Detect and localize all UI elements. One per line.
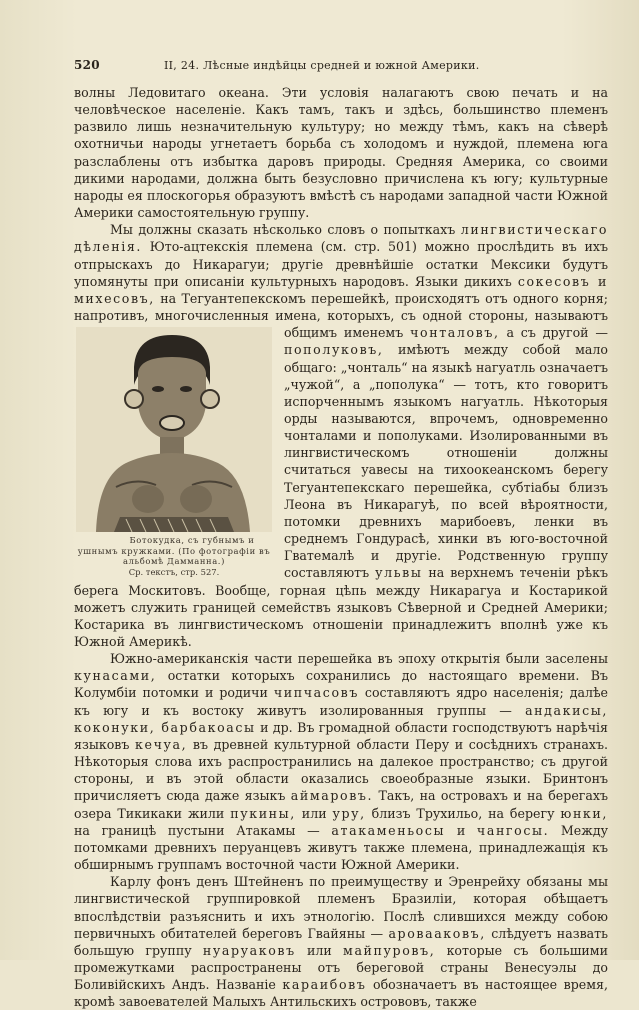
spaced-term: кунасами, (74, 668, 157, 684)
text-run: и др. Въ громадной области господствуютъ нарѣчія языковъ (74, 719, 609, 752)
text-run: остатки которыхъ сохранились до настоящаго времени. Въ Колумбіи потомки и родичи (74, 668, 608, 701)
paragraph-2 (74, 221, 608, 650)
text-run: имѣютъ между собой мало общаго: „чонталь“ на языкѣ нагуатль означаетъ „чужой“, а „пополука“ — тотъ, кто говоритъ испорченнымъ языкомъ нагуатль. Нѣкоторыя орды называются, впрочемъ, одновременно чонталами и пополуками. Изолированными въ лингвистическомъ отношеніи должны считаться уавесы на тихоокеанскомъ берегу Тегуантепекскаго перешейка, субтіабы близъ Леона въ Никарагуѣ, по всей вѣроятности, потомки древнихъ марибоевъ, ленки въ среднемъ Гондурасѣ, хинки въ юго-восточной Гватемалѣ и другіе. Родственную группу составляютъ (284, 342, 608, 581)
page-number: 520 (74, 58, 100, 72)
text-run: Мы должны сказать нѣсколько словъ о попыткахъ (110, 222, 461, 238)
figure-botocudo-woman (74, 327, 274, 577)
text-run: на Тегуантепекскомъ перешейкѣ, происходятъ отъ одного корня; напротивъ, многочисленныя имена, которыхъ, съ одной стороны, называютъ общимъ именемъ (74, 290, 608, 341)
spaced-term: чипчасовъ (273, 685, 359, 701)
text-run: Юто-ацтекскія племена (см. стр. 501) можно прослѣдить въ ихъ отпрыскахъ до Никарагуи; другіе древнѣйшіе остатки Мексики будутъ упомянуты при описаніи культурныхъ народовъ. Языки дикихъ (74, 239, 608, 289)
paragraph-1: волны Ледовитаго океана. Эти условія налагаютъ свою печать и на человѣческое населеніе. Какъ тамъ, такъ и здѣсь, большинство племенъ развило лишь незначительную культуру; но между тѣмъ, какъ на сѣверѣ охотничьи народы угнетаетъ борьба съ холодомъ и нуждой, племена юга разслаблены отъ избытка даровъ природы. Средняя Америка, со своими дикими народами, должна быть безусловно причислена къ югу; культурные народы ея плоскогорья образуютъ вмѣстѣ съ народами западной части Южной Америки самостоятельную группу. (74, 85, 608, 221)
caption-reference: Ср. текстъ, стр. 527. (128, 566, 220, 577)
spaced-term: юнки, (560, 805, 609, 821)
text-run: слѣдуетъ назвать большую группу (74, 925, 608, 958)
spaced-term: нуаруаковъ (202, 942, 296, 958)
text-run: или (295, 942, 344, 958)
text-run: и (445, 822, 477, 838)
spaced-term: уру, (332, 805, 366, 821)
text-run: близъ Трухильо, на берегу (365, 805, 561, 821)
spaced-term: сокесовъ и михесовъ, (74, 273, 608, 306)
spaced-term: аровааковъ, (388, 925, 486, 941)
text-run: въ древней культурной области Перу и сосѣднихъ странахъ. Нѣкоторыя слова ихъ распространились на далекое пространство; съ другой стороны, и въ этой области оказались своеобразные языки. Бринтонъ причисляетъ сюда даже языкъ (74, 736, 608, 804)
spaced-term: ульвы (375, 565, 423, 581)
spaced-term: лингвистическаго дѣленія. (74, 222, 608, 255)
engraving-illustration (76, 327, 272, 532)
spaced-term: чангосы. (476, 822, 550, 838)
text-run: которые съ большими промежутками распространены отъ береговой страны Венесуэлы до Боливійскихъ Андъ. Названіе (74, 942, 608, 993)
spaced-term: аймаровъ. (290, 788, 374, 804)
text-run: на верхнемъ теченіи рѣкъ берега Москитовъ. Вообще, горная цѣпь между Никарагуа и Костарикой можетъ служить границей семействъ языковъ Сѣверной и Средней Америки; Костарика въ лингвистическомъ отношеніи принадлежитъ вполнѣ уже къ Южной Америкѣ. (74, 565, 608, 649)
text-run: составляютъ ядро населенія; далѣе къ югу и къ востоку живутъ изолированныя группы — (74, 685, 609, 718)
text-run: а съ другой — (499, 325, 608, 341)
paragraph-3 (74, 650, 608, 873)
text-run: обозначаетъ въ настоящее время, кромѣ завоевателей Малыхъ Антильскихъ острововъ, также (74, 977, 608, 1010)
spaced-term: пукины, (230, 805, 296, 821)
text-run: Карлу фонъ денъ Штейненъ по преимуществу и Эренрейху обязаны мы лингвистической группировкой племенъ Бразиліи, которая обѣщаетъ впослѣдствіи разъяснить и ихъ этнологію. Послѣ слившихся между собою первичныхъ обитателей береговъ Гвайяны — (74, 874, 608, 941)
spaced-term: майпуровъ, (343, 942, 436, 958)
spaced-term: карaибовъ (282, 977, 367, 993)
text-run: на границѣ пустыни Атакамы — (74, 822, 332, 838)
running-title: II, 24. Лѣсные индѣйцы средней и южной Америки. (164, 59, 480, 72)
body-text (74, 84, 608, 1010)
spaced-term: кечуа, (135, 736, 188, 752)
text-run: Южно-американскія части перешейка въ эпоху открытія были заселены (110, 651, 608, 667)
figure-caption (74, 535, 274, 577)
caption-text: Ботокудка, съ губнымъ и ушнымъ кружками. (По фотографіи въ альбомѣ Дамманна.) (77, 535, 271, 567)
text-run: Такъ, на островахъ и на берегахъ озера Тикикаки жили (74, 788, 608, 821)
spaced-term: чонталовъ, (410, 325, 500, 341)
text-run: или (295, 805, 333, 821)
spaced-term: атакаменьосы (331, 822, 446, 838)
spaced-term: пополуковъ, (284, 342, 384, 358)
text-run: Между потомками древнихъ перуанцевъ живутъ также племена, принадлежащія къ обширнымъ группамъ восточной части Южной Америки. (74, 822, 608, 873)
spaced-term: андакисы, коконуки, барбакоасы (74, 702, 608, 735)
paragraph-4 (74, 873, 608, 1010)
